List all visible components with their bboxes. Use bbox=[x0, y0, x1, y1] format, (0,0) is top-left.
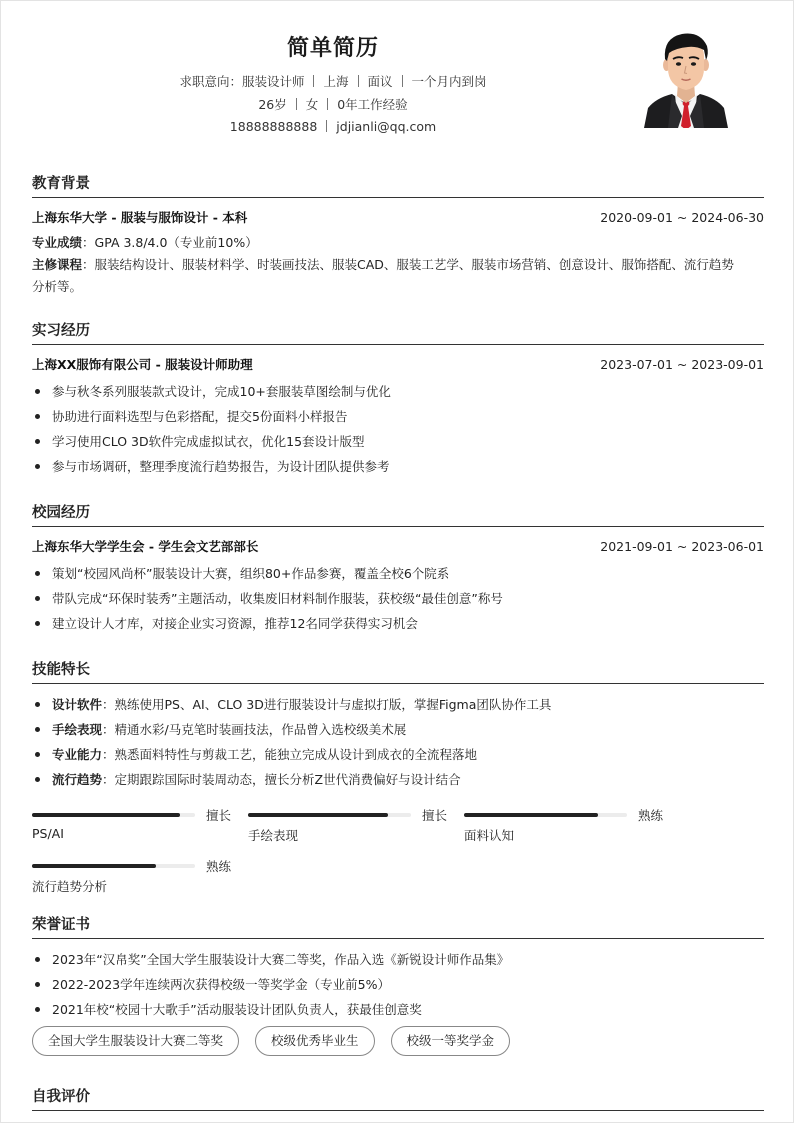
skill-level: 熟练 bbox=[638, 808, 664, 823]
list-item bbox=[32, 717, 764, 742]
honor-tags bbox=[32, 1026, 764, 1056]
skill-bar-track bbox=[32, 813, 195, 817]
list-item: 参与市场调研，整理季度流行趋势报告，为设计团队提供参考 bbox=[32, 454, 764, 479]
skill-label: 流行趋势 bbox=[52, 772, 103, 787]
list-item: 2022-2023学年连续两次获得校级一等奖学金（专业前5%） bbox=[32, 972, 764, 997]
education-section bbox=[32, 173, 764, 298]
internship-header bbox=[32, 357, 764, 373]
skill-bar-track bbox=[32, 864, 195, 868]
divider bbox=[358, 75, 359, 87]
section-title: 荣誉证书 bbox=[32, 914, 764, 939]
education-date: 2020-09-01 ~ 2024-06-30 bbox=[600, 210, 764, 225]
job-availability: 一个月内到岗 bbox=[411, 74, 487, 89]
skill-label: 设计软件 bbox=[52, 697, 103, 712]
list-item: 学习使用CLO 3D软件完成虚拟试衣，优化15套设计版型 bbox=[32, 429, 764, 454]
company-position: 上海XX服饰有限公司 - 服装设计师助理 bbox=[32, 357, 253, 372]
honors-list bbox=[32, 947, 764, 1022]
divider bbox=[313, 75, 314, 87]
job-salary: 面议 bbox=[367, 74, 393, 89]
section-title: 实习经历 bbox=[32, 320, 764, 345]
skills-list bbox=[32, 692, 764, 792]
school-major-degree: 上海东华大学 - 服装与服饰设计 - 本科 bbox=[32, 210, 248, 225]
skill-bar-track bbox=[464, 813, 627, 817]
list-item: 建立设计人才库，对接企业实习资源，推荐12名同学获得实习机会 bbox=[32, 611, 764, 636]
honor-tag: 校级优秀毕业生 bbox=[255, 1026, 375, 1056]
profile-photo bbox=[642, 26, 730, 128]
gpa-line bbox=[32, 232, 764, 254]
gpa-label: 专业成绩 bbox=[32, 235, 83, 250]
section-title: 教育背景 bbox=[32, 173, 764, 198]
skill-text: ：熟练使用PS、AI、CLO 3D进行服装设计与虚拟打版，掌握Figma团队协作工具 bbox=[102, 697, 552, 712]
skill-name: 手绘表现 bbox=[248, 828, 299, 843]
skill-bar-fill bbox=[248, 813, 388, 817]
resume-name: 简单简历 bbox=[286, 36, 379, 61]
courses-line bbox=[32, 254, 764, 276]
skill-name: 流行趋势分析 bbox=[32, 879, 108, 894]
resume-header bbox=[1, 1, 794, 151]
job-intent-line bbox=[1, 72, 665, 90]
skill-label: 专业能力 bbox=[52, 747, 103, 762]
skill-bar-fill bbox=[32, 813, 180, 817]
divider bbox=[296, 98, 297, 110]
honors-section bbox=[32, 914, 764, 1056]
internship-date: 2023-07-01 ~ 2023-09-01 bbox=[600, 357, 764, 372]
list-item bbox=[32, 767, 764, 792]
self-evaluation-section bbox=[32, 1086, 764, 1111]
list-item: 2021年校“校园十大歌手”活动服装设计团队负责人，获最佳创意奖 bbox=[32, 997, 764, 1022]
section-title: 技能特长 bbox=[32, 659, 764, 684]
divider bbox=[327, 98, 328, 110]
gpa-value: ：GPA 3.8/4.0（专业前10%） bbox=[82, 235, 258, 250]
avatar-illustration bbox=[642, 26, 730, 128]
email: jdjianli@qq.com bbox=[336, 119, 437, 134]
internship-section bbox=[32, 320, 764, 479]
age: 26岁 bbox=[258, 97, 287, 112]
list-item bbox=[32, 742, 764, 767]
gender: 女 bbox=[305, 97, 319, 112]
skill-name: PS/AI bbox=[32, 826, 64, 841]
basic-info-line bbox=[1, 95, 665, 113]
campus-date: 2021-09-01 ~ 2023-06-01 bbox=[600, 539, 764, 554]
honor-tag: 全国大学生服装设计大赛二等奖 bbox=[32, 1026, 239, 1056]
courses-line-cont: 分析等。 bbox=[32, 279, 83, 294]
skill-bar-fill bbox=[464, 813, 598, 817]
skill-text: ：定期跟踪国际时装周动态，擅长分析Z世代消费偏好与设计结合 bbox=[102, 772, 461, 787]
list-item: 2023年“汉帛奖”全国大学生服装设计大赛二等奖，作品入选《新锐设计师作品集》 bbox=[32, 947, 764, 972]
phone: 18888888888 bbox=[229, 119, 318, 134]
campus-section bbox=[32, 502, 764, 636]
skill-name: 面料认知 bbox=[464, 828, 515, 843]
education-header bbox=[32, 210, 764, 226]
skill-level: 擅长 bbox=[206, 808, 232, 823]
divider bbox=[326, 120, 327, 132]
section-title: 自我评价 bbox=[32, 1086, 764, 1111]
list-item: 参与秋冬系列服装款式设计，完成10+套服装草图绘制与优化 bbox=[32, 379, 764, 404]
internship-list bbox=[32, 379, 764, 479]
courses-value: ：服装结构设计、服装材料学、时装画技法、服装CAD、服装工艺学、服装市场营销、创意设计、服饰搭配、流行趋势 bbox=[82, 257, 734, 272]
courses-label: 主修课程 bbox=[32, 257, 83, 272]
contact-line bbox=[1, 119, 665, 134]
skill-bar-fill bbox=[32, 864, 156, 868]
skill-level: 熟练 bbox=[206, 859, 232, 874]
skill-text: ：熟悉面料特性与剪裁工艺，能独立完成从设计到成衣的全流程落地 bbox=[102, 747, 478, 762]
campus-header bbox=[32, 539, 764, 555]
skill-bar-track bbox=[248, 813, 411, 817]
campus-list bbox=[32, 561, 764, 636]
divider bbox=[402, 75, 403, 87]
honor-tag: 校级一等奖学金 bbox=[391, 1026, 511, 1056]
job-city: 上海 bbox=[323, 74, 349, 89]
list-item: 协助进行面料选型与色彩搭配，提交5份面料小样报告 bbox=[32, 404, 764, 429]
skill-text: ：精通水彩/马克笔时装画技法，作品曾入选校级美术展 bbox=[102, 722, 407, 737]
job-intent: 求职意向：服装设计师 bbox=[179, 74, 305, 89]
list-item: 策划“校园风尚杯”服装设计大赛，组织80+作品参赛，覆盖全校6个院系 bbox=[32, 561, 764, 586]
skill-level: 擅长 bbox=[422, 808, 448, 823]
skill-label: 手绘表现 bbox=[52, 722, 103, 737]
list-item: 带队完成“环保时装秀”主题活动，收集废旧材料制作服装，获校级“最佳创意”称号 bbox=[32, 586, 764, 611]
skills-section bbox=[32, 659, 764, 899]
list-item bbox=[32, 692, 764, 717]
organization-role: 上海东华大学学生会 - 学生会文艺部部长 bbox=[32, 539, 259, 554]
work-years: 0年工作经验 bbox=[337, 97, 408, 112]
section-title: 校园经历 bbox=[32, 502, 764, 527]
